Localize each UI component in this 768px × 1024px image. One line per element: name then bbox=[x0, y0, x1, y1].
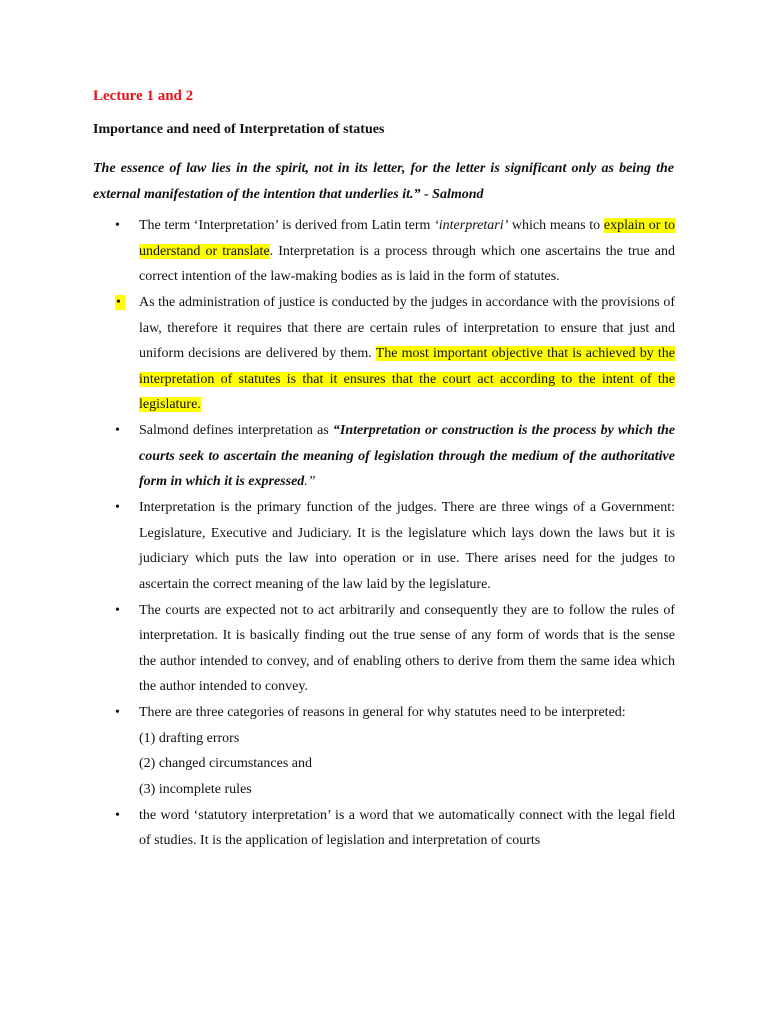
highlighted-text: The most important objective that is achieved by the interpretation of statutes is that it ensures that the court act according to the intent of the legislature. bbox=[139, 346, 675, 412]
bullet-icon: • bbox=[115, 218, 120, 233]
bullet-icon: • bbox=[115, 423, 120, 438]
bullet-icon: • bbox=[115, 602, 120, 618]
list-item bbox=[115, 213, 675, 290]
lecture-heading: Lecture 1 and 2 bbox=[93, 88, 194, 104]
highlighted-text: explain or to understand or translate bbox=[139, 218, 676, 259]
latin-term: ‘interpretari’ bbox=[434, 218, 509, 233]
item-text: The courts are expected not to act arbitrarily and consequently they are to follow the rules of interpretation. It is basically finding out the true sense of any form of words that is the sense the author intended to convey, and of enabling others to derive from them the same idea which the author intended to convey. bbox=[139, 602, 675, 694]
bullet-icon: • bbox=[115, 290, 139, 316]
bullet-icon: • bbox=[115, 705, 120, 720]
bullet-list bbox=[115, 213, 675, 854]
list-item bbox=[115, 495, 675, 597]
item-text: .” bbox=[304, 474, 316, 489]
item-text: The term ‘Interpretation’ is derived from Latin term bbox=[139, 218, 435, 233]
list-item bbox=[115, 418, 675, 495]
definition-quote: “Interpretation or construction is the process by which the courts seek to ascertain the meaning of legislation through the medium of the authoritative form in which it is expressed bbox=[139, 423, 675, 489]
item-text: which means to bbox=[508, 218, 604, 233]
list-item bbox=[115, 803, 675, 854]
section-subheading: Importance and need of Interpretation of statues bbox=[93, 122, 385, 137]
reason-item: (1) drafting errors bbox=[139, 730, 240, 746]
item-text: There are three categories of reasons in general for why statutes need to be interpreted: bbox=[139, 705, 626, 720]
item-text: the word ‘statutory interpretation’ is a word that we automatically connect with the legal field of studies. It is the application of legislation and interpretation of courts bbox=[139, 807, 675, 848]
list-item bbox=[115, 290, 675, 418]
salmond-quote: The essence of law lies in the spirit, not in its letter, for the letter is significant only as being the external manifestation of the intention that underlies it.” - Salmond bbox=[93, 161, 674, 202]
item-text: As the administration of justice is conducted by the judges in accordance with the provisions of law, therefore it requires that there are certain rules of interpretation to ensure that just and uniform decisions are delivered by them. bbox=[139, 295, 675, 361]
bullet-icon: • bbox=[115, 500, 120, 515]
list-item bbox=[115, 598, 675, 700]
item-text: Interpretation is the primary function of the judges. There are three wings of a Government: Legislature, Executive and Judiciary. It is the legislature which lays down the laws but it is judiciary which puts the law into operation or in use. There arises need for the judges to ascertain the correct meaning of the law laid by the legislature. bbox=[139, 500, 675, 592]
reason-item: (3) incomplete rules bbox=[139, 781, 252, 797]
item-text: . Interpretation is a process through which one ascertains the true and correct intention of the law-making bodies as is laid in the form of statutes. bbox=[139, 243, 675, 284]
bullet-icon: • bbox=[115, 807, 120, 823]
reason-item: (2) changed circumstances and bbox=[139, 756, 312, 771]
item-text: Salmond defines interpretation as bbox=[139, 423, 333, 438]
list-item bbox=[115, 700, 675, 802]
